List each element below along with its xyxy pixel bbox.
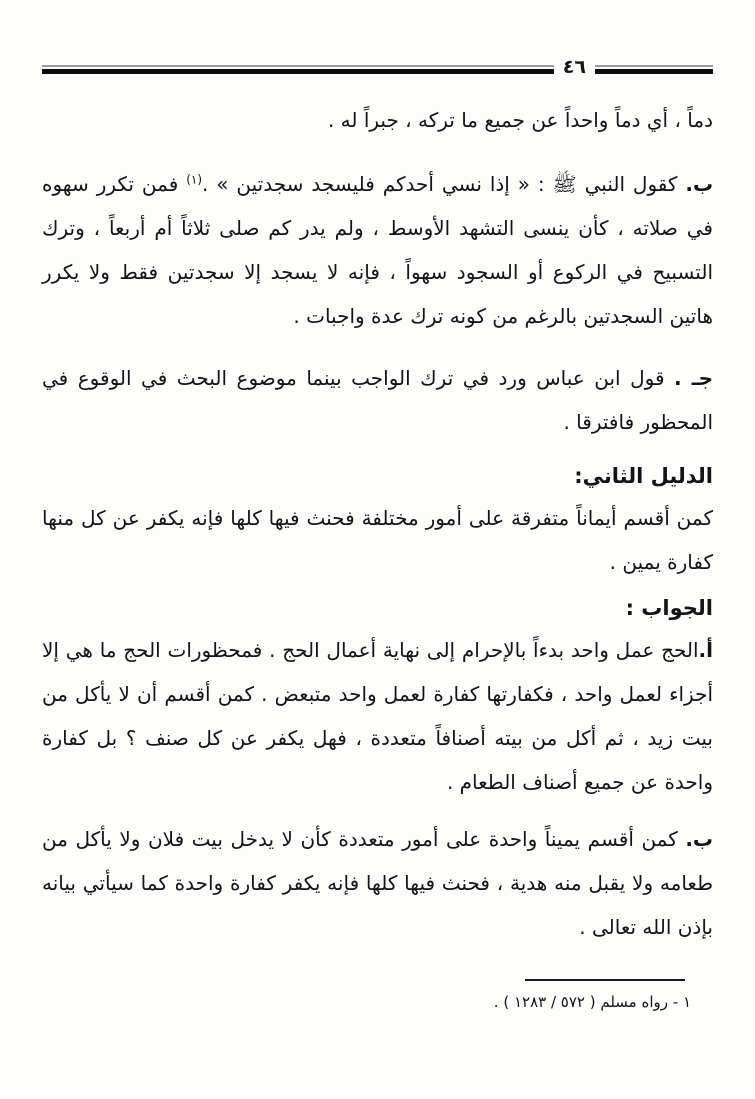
footnote-separator [525, 979, 685, 981]
footnote-reference-marker: (١) [186, 172, 203, 187]
header-rule-left [42, 65, 554, 74]
footnote-text: ١ - رواه مسلم ( ٥٧٢ / ١٢٨٣ ) . [493, 993, 691, 1011]
heading-second-proof: الدليل الثاني: [574, 464, 713, 488]
footnote-area [42, 979, 713, 1017]
paragraph-b2-answer [42, 817, 713, 949]
paragraph-b2-text: كمن أقسم يميناً واحدة على أمور متعددة كأن لا يدخل بيت فلان ولا يأكل من طعامه ولا يقبل منه هدية ، فحنث فيها كلها فإنه يكفر كفارة واحدة كما سيأتي بيانه بإذن الله تعالى . [42, 827, 713, 939]
header-rule-right [595, 65, 713, 74]
paragraph-j [42, 356, 713, 444]
paragraph-a-answer [42, 628, 713, 804]
paragraph-marker-b2: ب. [685, 827, 714, 851]
page-number: ٤٦ [562, 56, 586, 78]
paragraph-a-text: الحج عمل واحد بدءاً بالإحرام إلى نهاية أعمال الحج . فمحظورات الحج ما هي إلا أجزاء لعمل واحد ، فكفارتها كفارة لعمل واحد متبعض . كمن أقسم أن لا يأكل من بيت زيد ، ثم أكل من بيته أصنافاً متعددة ، فهل يكفر عن كل صنف ؟ بل كفارة واحدة عن جميع أصناف الطعام . [42, 638, 713, 794]
heading-answer: الجواب : [625, 596, 713, 620]
intro-paragraph: دماً ، أي دماً واحداً عن جميع ما تركه ، جبراً له . [327, 108, 713, 132]
paragraph-marker-j: جـ . [674, 366, 713, 390]
paragraph-b-continuation: فمن تكرر سهوه في صلاته ، كأن ينسى التشهد الأوسط ، ولم يدر كم صلى ثلاثاً أم أربعاً ، وترك التسبيح في الركوع أو السجود سهواً ، فإنه لا يسجد إلا سجدتين فقط ولا يكرر هاتين السجدتين بالرغم من كونه ترك عدة واجبات . [42, 172, 713, 328]
page-header [42, 58, 713, 80]
second-proof-paragraph: كمن أقسم أيماناً متفرقة على أمور مختلفة فحنث فيها كلها فإنه يكفر عن كل منها كفارة يمين . [42, 506, 713, 574]
paragraph-b-hadith [42, 162, 713, 338]
paragraph-marker-a: أ. [698, 638, 713, 662]
paragraph-marker-b: ب. [685, 172, 714, 196]
hadith-quote: كقول النبي ﷺ : « إذا نسي أحدكم فليسجد سجدتين » . [202, 172, 678, 196]
page-content [42, 98, 713, 949]
paragraph-j-text: قول ابن عباس ورد في ترك الواجب بينما موضوع البحث في الوقوع في المحظور فافترقا . [42, 366, 713, 434]
